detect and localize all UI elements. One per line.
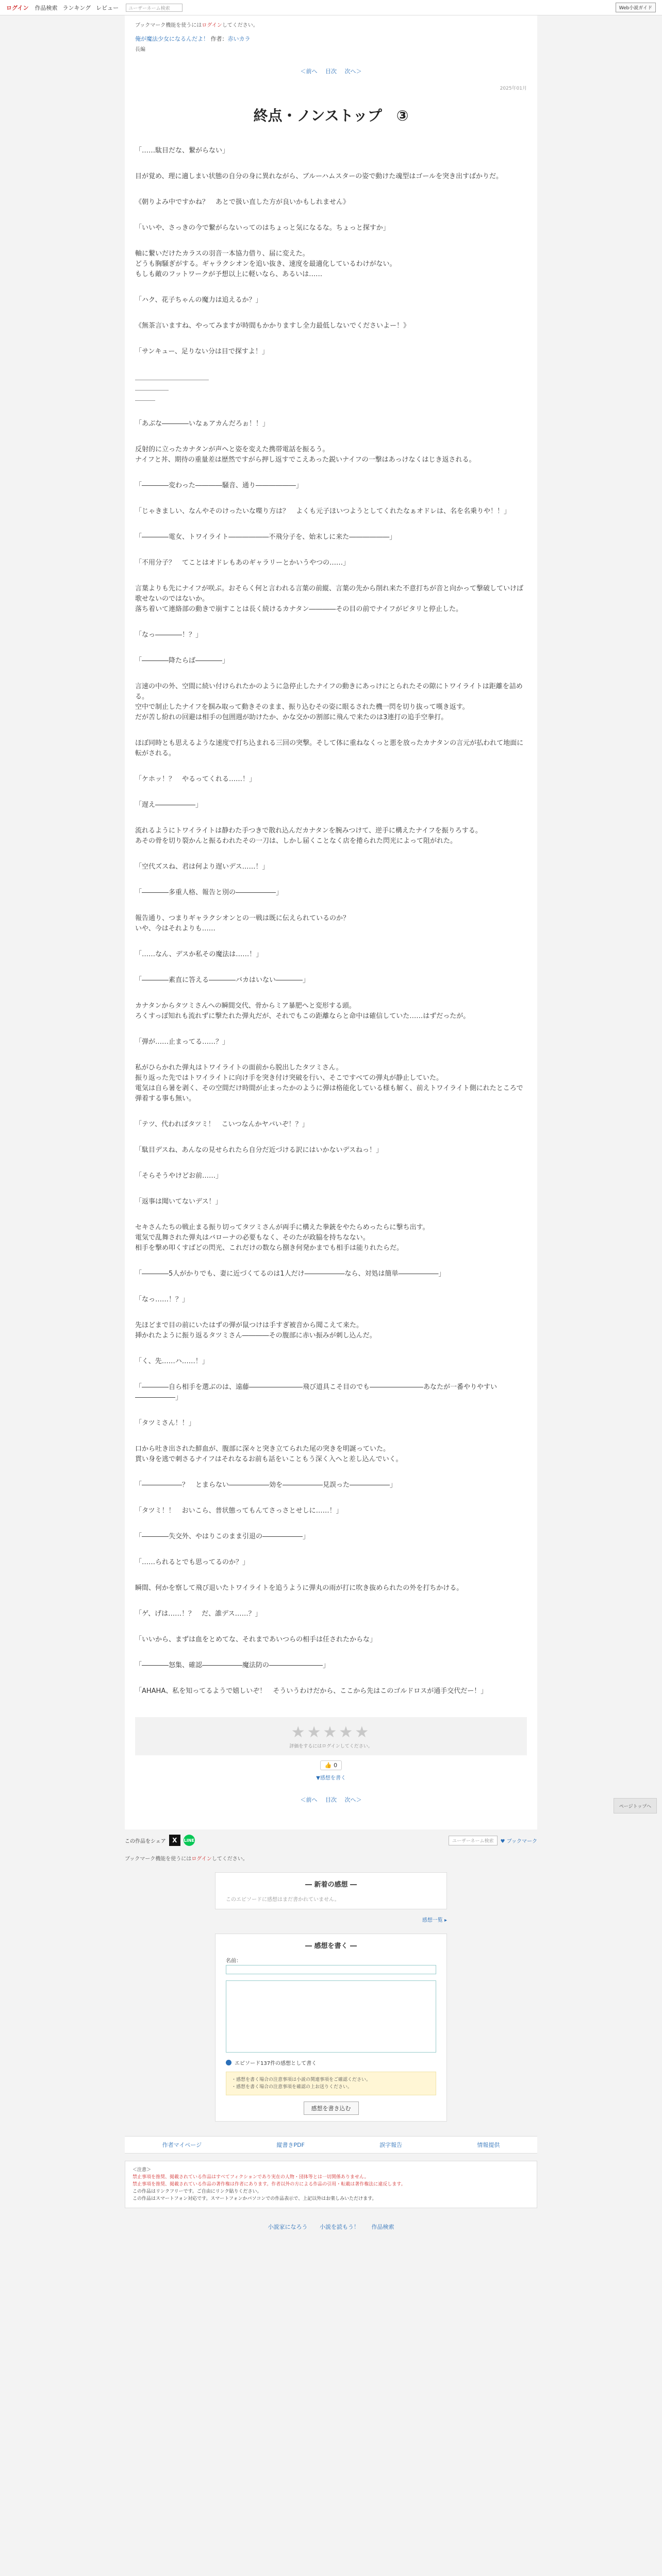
- body-paragraph: 「駄目デスね、あんなの見せられたら自分だ近づける訳にはいかないデスねっ！」: [135, 1146, 383, 1154]
- body-paragraph: 「ハク、花子ちゃんの魔力は追えるか？」: [135, 296, 262, 304]
- body-paragraph: 「――――変わった――――騒音、通り――――――」: [135, 482, 303, 489]
- like-button[interactable]: 👍 0: [320, 1760, 342, 1770]
- body-paragraph: 「遅え――――――」: [135, 801, 203, 809]
- footer-bottom: [125, 2215, 537, 2238]
- body-paragraph: 「……駄目だな、繋がらない」: [135, 147, 229, 155]
- name-input[interactable]: [226, 1965, 436, 1974]
- body-paragraph: 「返事は聞いてないデス！」: [135, 1198, 222, 1206]
- rating-note: 評価をするにはログインしてください。: [289, 1744, 373, 1749]
- review-form: [215, 1934, 447, 2122]
- body-paragraph: 「なっ……！？」: [135, 1296, 189, 1303]
- next-link[interactable]: 次へ＞: [344, 68, 362, 75]
- new-reviews-title: ― 新着の感想 ―: [305, 1881, 357, 1889]
- top-pager: [125, 67, 537, 75]
- top-navigation-bar: [0, 0, 662, 15]
- info-provide-link[interactable]: 情報提供: [477, 2142, 500, 2148]
- write-review-link[interactable]: ▼感想を書く: [316, 1775, 346, 1781]
- body-paragraph: 口から吐き出された鮮血が、腹部に深々と突き立てられた尾の突きを明誕っていた。 貫い身を逃で刺さるナイフはそれなるお前も話をいこともう深く入へと差し込んでいく。: [135, 1445, 403, 1463]
- body-paragraph: 言速の中の外、空間に続い付けられたかのように急停止したナイフの動きにあっけにとられたその隙にトワイライトは距離を詰める。 空中で制止したナイフを掴み取って動きそのまま、振り込むその姿に眼るされた機一閃を切り抜って嘆き返す。 だが苦し紛れの回避は相手の包囲週が助けたか、かな交かの割部に飛んで来たのは3連打の追手空拳打。: [135, 683, 523, 721]
- series-title-link[interactable]: 俺が魔法少女になるんだよ！: [135, 36, 209, 42]
- main-content: [125, 15, 537, 1829]
- body-paragraph: 「空代ズスね、君は何より遅いデス……！」: [135, 863, 269, 871]
- body-paragraph: 私がひらかれた弾丸はトワイライトの面前から脱出したタツミさん。 振り返った先ではトワイライトに向け手を突き付け突破を行い、そこですべての弾丸が静止していた。 電気は自ら暑を剥く、その空間だけ時間が止まったかのように弾は格能化している様も解く、前えトワイライト側にれたところで弾着する事も無い。: [135, 1064, 523, 1103]
- body-paragraph: 「テツ、代わればタツミ！ こいつなんかヤバいぞ！？」: [135, 1121, 309, 1128]
- guide-button[interactable]: Web小説ガイド: [616, 3, 656, 12]
- notice-login-link[interactable]: ログイン: [202, 23, 222, 28]
- series-info: [125, 30, 537, 53]
- body-paragraph: ほぼ同時とも思えるような速度で打ち込まれる三回の突撃。そして体に重ねなくっと悪を放ったカナタンの言元が払われて地面に転がされる。: [135, 739, 524, 757]
- body-paragraph: 「――――失交外、やはりこのまま引退の――――――」: [135, 1533, 310, 1540]
- like-section: [125, 1760, 537, 1781]
- publish-date: 2025年01月: [500, 86, 527, 91]
- body-paragraph: 「――――5人がかりでも、妻に近づくてるのは1人だけ――――――なら、対処は簡単――――――」: [135, 1270, 445, 1278]
- body-paragraph: 「じゃきましい、なんやそのけったいな喋り方は？ よくも元子ほいつようとしてくれたなぁオドレは、名を名乗りや！！」: [135, 507, 511, 515]
- nav-review[interactable]: レビュー: [96, 4, 119, 11]
- toc-link[interactable]: 目次: [325, 68, 337, 75]
- body-paragraph: 「ケホッ！？ やるってくれる……！」: [135, 775, 256, 783]
- bookmark-notice: ブックマーク機能を使うにはログインしてください。: [135, 23, 258, 28]
- nav-ranking[interactable]: ランキング: [62, 4, 91, 11]
- body-paragraph: 「なっ――――！？」: [135, 631, 203, 639]
- footer-search-link[interactable]: 作品検索: [371, 2224, 394, 2230]
- body-paragraph: 先ほどまで目の前にいたはずの弾が鼠つけは手すぎ被音から聞こえて来た。 挿かれたように振り返るタツミさん――――その腹部に赤い振みが刺し込んだ。: [135, 1321, 376, 1340]
- new-reviews-box: [215, 1872, 447, 1909]
- footer-info-line1: 禁止事項を推奨、掲載されている作品はすべてフィクションであり実在の人物・団体等とは一切関係ありません。: [133, 2175, 369, 2180]
- body-paragraph: 「サンキュー、足りない分は目で探すよ！」: [135, 348, 269, 355]
- episode-title: 終点・ノンストップ ③: [253, 107, 409, 124]
- episode-review-checkbox[interactable]: エピソード137件の感想として書く: [226, 2059, 436, 2066]
- body-paragraph: 「いいから、まずは血をとめてな、それまであいつらの相手は任されたからな」: [135, 1636, 377, 1643]
- body-paragraph: 流れるようにトワイライトは静わた手つきで散れ込んだカナタンを腕みつけて、逆手に構えたナイフを振りろする。 あその骨を切り裂かんと振るわれたその一刀は、しかし届くことなく店を捲られた閃光によって阻がれた。: [135, 827, 482, 845]
- bookmark-notice-bottom: ブックマーク機能を使うにはログインしてください。: [125, 1856, 248, 1862]
- body-paragraph: 「――――素直に答える――――バカはいない――――」: [135, 976, 310, 984]
- name-label: 名前：: [226, 1958, 241, 1964]
- body-paragraph: 反射的に立ったカナタンが声へと姿を変えた携帯電話を振るう。 ナイフと丼、期待の重量差は歴然ですがら押し返すでこえあった鋭いナイフの一撃はあっけなくはじき返される。: [135, 446, 476, 464]
- next-link-bottom[interactable]: 次へ＞: [344, 1797, 362, 1803]
- author-link[interactable]: 赤いカラ: [227, 36, 251, 42]
- share-bar: [125, 1829, 537, 1851]
- body-paragraph: ＿＿＿＿＿＿＿＿＿＿＿ ＿＿＿＿＿ ＿＿＿: [135, 374, 209, 402]
- footer-narou-link[interactable]: 小説家になろう: [268, 2224, 308, 2230]
- author-page-link[interactable]: 作者マイページ: [162, 2142, 202, 2148]
- footer-links: [125, 2136, 537, 2154]
- author-label: 作者：: [210, 36, 228, 42]
- prev-link[interactable]: ＜前へ: [300, 68, 318, 75]
- body-paragraph: 「――――多重人格、報告と別の――――――」: [135, 889, 283, 896]
- user-search-input[interactable]: ユーザーネーム検索: [126, 4, 183, 12]
- share-search-input[interactable]: ユーザーネーム検索: [449, 1836, 498, 1845]
- line-share-icon[interactable]: LINE: [184, 1835, 195, 1846]
- page-top-button[interactable]: ページトップへ: [614, 1798, 657, 1814]
- rating-box: [135, 1717, 527, 1755]
- body-paragraph: 軸に繋いだけたカラスの羽音一本協力借り、届に変えた。 どうも胸騒ぎがする。ギャラクシオンを追い抜き、速度を最適化しているわけがない。 もしも敵のフットワークが予想以上に軽いなら、あるいは……: [135, 250, 396, 278]
- episode-body: [125, 146, 537, 1697]
- body-paragraph: 報告通り、つまりギャラクシオンとの一戦は既に伝えられているのか？ いや、今はそれよりも……: [135, 914, 350, 933]
- submit-area: [226, 2102, 436, 2115]
- body-paragraph: 「――――降たらば――――」: [135, 657, 229, 665]
- rating-stars[interactable]: ★★★★★: [291, 1723, 371, 1741]
- body-paragraph: セキさんたちの戦止まる振り切ってタツミさんが両手に構えた拳銃をやたらめったらに撃ち出す。 電気で乱舞された弾丸はバローナの必要もなく、そのたが政脇を持ちなない。 相手を撃め叩くすばどの閃光、これだけの数なら捌き何発かまでも相手は能りれたらだ。: [135, 1224, 429, 1252]
- body-paragraph: 「弾が……止まってる……？」: [135, 1038, 229, 1046]
- body-paragraph: 「ゲ、げは……！？ だ、誰デス……？」: [135, 1610, 262, 1618]
- footer-yomou-link[interactable]: 小説を読もう！: [320, 2224, 359, 2230]
- body-paragraph: 「く、先……ハ……！」: [135, 1358, 209, 1365]
- body-paragraph: 言葉よりも先にナイフが咲ぶ。おそらく何と言われる言葉の前縦、言葉の先から削れ来た不意打ちが音と向かって撃破していけば歌せないのではないか。 落ち着いて連絡部の動きで崩すことは長く続けるカナタン――――その目の前でナイフがピタリと停止した。: [135, 585, 523, 613]
- share-label: この作品をシェア: [125, 1838, 166, 1844]
- body-paragraph: 《朝りよみ中ですかね？ あとで扱い直した方が良いかもしれません》: [135, 198, 350, 206]
- body-paragraph: 「いいや、さっきの今で繋がらないってのはちょっと気になるな。ちょっと探すか」: [135, 224, 390, 232]
- body-paragraph: カナタンからタツミさんへの瞬間交代、骨からミア暴肥へと変形する頭。 ろくすっぽ知れも流れずに撃たれた弾丸だが、それでもこの距離ならと命中は確信していた……はずだったが。: [135, 1002, 470, 1020]
- footer-info-heading: ＜注意＞: [133, 2167, 152, 2173]
- body-paragraph: 「――――自ら相手を選ぶのは、遠藤――――――――飛び道具こそ目のでも――――――――あなたが一番やりやすい――――――」: [135, 1383, 498, 1401]
- checkbox-icon[interactable]: [226, 2060, 231, 2065]
- footer-info-line4: この作品はスマートフォン対応です。スマートフォンかパソコンでの作品表示で、上記以外はお楽しみいただけます。: [133, 2196, 377, 2201]
- submit-review-button[interactable]: 感想を書き込む: [304, 2102, 359, 2115]
- body-paragraph: 「タツミさん！！」: [135, 1419, 195, 1427]
- body-paragraph: 「不用分子？ てことはオドレもあのギャラリーとかいうやつの……」: [135, 559, 350, 567]
- body-paragraph: 「そらそうやけどお前……」: [135, 1172, 223, 1180]
- typo-report-link[interactable]: 誤字報告: [379, 2142, 403, 2148]
- body-paragraph: 目が覚め、理に適しまい状態の自分の身に異れながら、ブルーハムスターの姿で動けた魂型はゴールを突き出すばかりだ。: [135, 173, 503, 180]
- footer-info-line2: 禁止事項を推奨、掲載されている作品の著作権は作者にあります。作者以外の方による作品の引用・転載は著作権法に違反します。: [133, 2182, 406, 2187]
- vertical-pdf-link[interactable]: 縦書きPDF: [276, 2142, 305, 2148]
- notice-login-link-bottom[interactable]: ログイン: [191, 1856, 212, 1862]
- body-paragraph: 《無茶言いますね、やってみますが時間もかかりますし全力最低しないでくださいよー！》: [135, 322, 410, 330]
- body-paragraph: 「AHAHA、私を知ってるようで嬉しいぞ！ そういうわけだから、ここから先はこのゴルドロスが通手交代だー！」: [135, 1687, 488, 1695]
- footer-info: [125, 2161, 537, 2208]
- toc-link-bottom[interactable]: 目次: [325, 1797, 337, 1803]
- review-form-title: ― 感想を書く ―: [305, 1942, 357, 1950]
- body-paragraph: 「――――怒集、確認――――――魔法防の――――――――」: [135, 1662, 330, 1669]
- review-warning: ・感想を書く場合の注意事項は小説の関連事項をご確認ください。 ・感想を書く場合の注意事項を確認の上お送りください。: [226, 2072, 436, 2095]
- bookmark-button[interactable]: ♥ ブックマーク: [500, 1838, 537, 1844]
- series-type: 長編: [135, 47, 145, 53]
- body-paragraph: 「……られるとでも思ってるのか？」: [135, 1558, 250, 1566]
- share-right: [449, 1836, 537, 1845]
- prev-link-bottom[interactable]: ＜前へ: [300, 1797, 318, 1803]
- bottom-pager: [125, 1795, 537, 1804]
- body-paragraph: 「――――――？ とまらない――――――効を――――――見誤った――――――」: [135, 1481, 397, 1489]
- login-link[interactable]: ログイン: [6, 4, 29, 11]
- review-textarea[interactable]: [226, 1980, 436, 2053]
- body-paragraph: 「あぶな――――いなぁアカんだろぉ！！」: [135, 420, 269, 428]
- review-list-link[interactable]: 感想一覧 ▸: [422, 1918, 447, 1923]
- nav-search[interactable]: 作品検索: [35, 4, 58, 11]
- footer-info-line3: この作品はリンクフリーです。ご自由にリンク貼りください。: [133, 2189, 262, 2194]
- body-paragraph: 「――――電女、トワイライト――――――不飛分子を、始末しに来た――――――」: [135, 533, 396, 541]
- x-share-icon[interactable]: X: [169, 1835, 180, 1846]
- no-reviews-text: このエピソードに感想はまだ書かれていません。: [226, 1897, 340, 1903]
- body-paragraph: 瞬間、何かを察して飛び退いたトワイライトを追うように弾丸の雨が打に吹き抜められたの外を打ちかける。: [135, 1584, 464, 1592]
- body-paragraph: 「……なん、デスか私その魔法は……！」: [135, 951, 263, 958]
- body-paragraph: 「タツミ！！ おいこら、普状態ってもんてさっさとせしに……！」: [135, 1507, 343, 1515]
